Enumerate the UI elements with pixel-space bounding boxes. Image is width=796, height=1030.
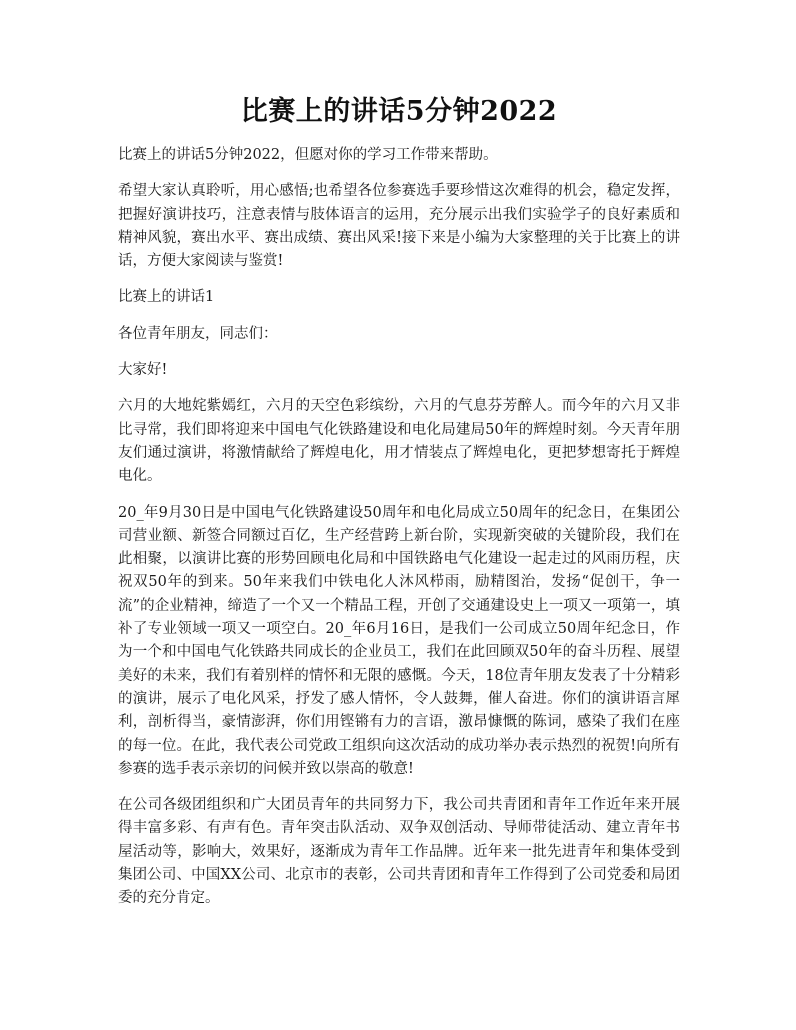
document-page — [118, 0, 680, 911]
intro-paragraph: 比赛上的讲话5分钟2022，但愿对你的学习工作带来帮助。 — [118, 147, 498, 163]
body-paragraph: 六月的大地姹紫嫣红，六月的天空色彩缤纷，六月的气息芬芳醉人。而今年的六月又非比寻常，我们即将迎来中国电气化铁路建设和电化局建局50年的辉煌时刻。今天青年朋友们通过演讲，将激情献给了辉煌电化，用才情装点了辉煌电化，更把梦想寄托于辉煌电化。 — [118, 398, 680, 485]
greeting: 大家好! — [118, 362, 168, 379]
body-paragraph: 在公司各级团组织和广大团员青年的共同努力下，我公司共青团和青年工作近年来开展得丰富多彩、有声有色。青年突击队活动、双争双创活动、导师带徒活动、建立青年书屋活动等，影响大，效果好，逐渐成为青年工作品牌。近年来一批先进青年和集体受到集团公司、中国XX公司、北京市的表彰，公司共青团和青年工作得到了公司党委和局团委的充分肯定。 — [118, 797, 680, 907]
salutation: 各位青年朋友，同志们： — [118, 325, 278, 342]
body-paragraph: 20_年9月30日是中国电气化铁路建设50周年和电化局成立50周年的纪念日，在集团公司营业额、新签合同额过百亿，生产经营跨上新台阶，实现新突破的关键阶段，我们在此相聚，以演讲比赛的形势回顾电化局和中国铁路电气化建设一起走过的风雨历程，庆祝双50年的到来。50年来我们中铁电化人沐风栉雨，励精图治，发扬“促创干，争一流”的企业精神，缔造了一个又一个精品工程，开创了交通建设史上一项又一项第一，填补了专业领域一项又一项空白。20_年6月16日，是我们一公司成立50周年纪念日，作为一个和中国电气化铁路共同成长的企业员工，我们在此回顾双50年的奋斗历程、展望美好的未来，我们有着别样的情怀和无限的感慨。今天，18位青年朋友发表了十分精彩的演讲，展示了电化风采，抒发了感人情怀，令人鼓舞，催人奋进。你们的演讲语言犀利，剖析得当，豪情澎湃，你们用铿锵有力的言语，激昂慷慨的陈词，感染了我们在座的每一位。在此，我代表公司党政工组织向这次活动的成功举办表示热烈的祝贺!向所有参赛的选手表示亲切的问候并致以崇高的敬意! — [118, 504, 680, 777]
document-title: 比赛上的讲话5分钟2022 — [240, 96, 558, 127]
preface-paragraph: 希望大家认真聆听，用心感悟;也希望各位参赛选手要珍惜这次难得的机会，稳定发挥，把握好演讲技巧，注意表情与肢体语言的运用，充分展示出我们实验学子的良好素质和精神风貌，赛出水平、赛出成绩、赛出风采!接下来是小编为大家整理的关于比赛上的讲话，方便大家阅读与鉴赏! — [118, 183, 680, 270]
document-body — [118, 144, 680, 911]
section-heading: 比赛上的讲话1 — [118, 289, 215, 306]
